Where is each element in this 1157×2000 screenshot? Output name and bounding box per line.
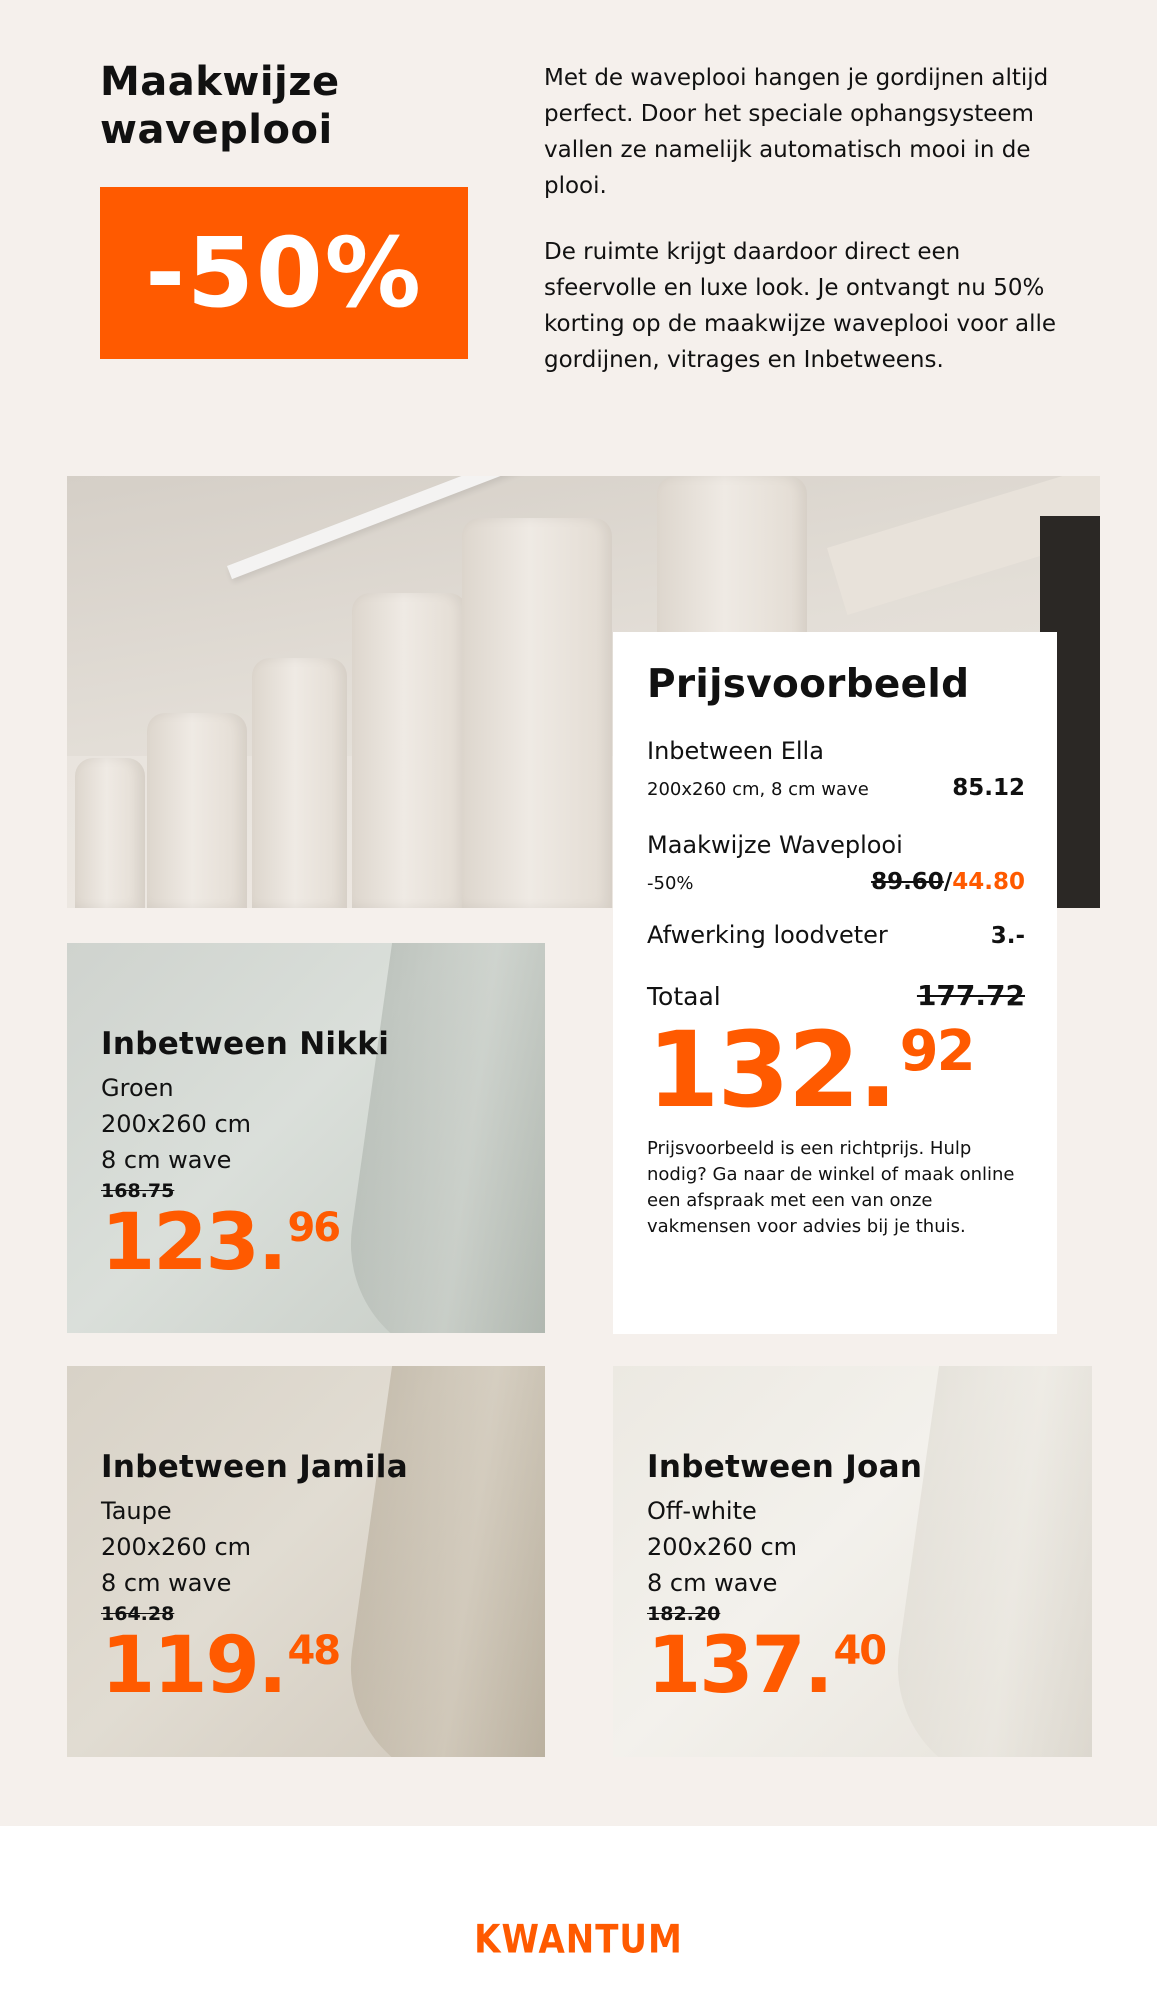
discount-badge <box>100 187 468 359</box>
product-tile-nikki[interactable] <box>67 943 545 1333</box>
price-separator: / <box>943 869 953 895</box>
item-ella-row <box>647 775 1025 801</box>
price-example-note: Prijsvoorbeeld is een richtprijs. Hulp nodig? Ga naar de winkel of maak online een afspraak met een van onze vakmensen voor advies bij je thuis. <box>647 1138 1015 1237</box>
kwantum-logo[interactable]: KWANTUM <box>474 1917 683 1963</box>
discount-badge-text: -50% <box>145 217 423 329</box>
item-waveplooi-name: Maakwijze Waveplooi <box>647 831 903 859</box>
item-waveplooi-detail: -50% <box>647 873 694 894</box>
page-title-line1: Maakwijze <box>100 59 340 105</box>
product-wave: 8 cm wave <box>101 1146 232 1174</box>
product-price <box>647 1621 922 1711</box>
item-loodveter-name: Afwerking loodveter <box>647 921 888 949</box>
product-info <box>101 1026 390 1288</box>
intro-paragraph-2: De ruimte krijgt daardoor direct een sfeervolle en luxe look. Je ontvangt nu 50% korting op de maakwijze waveplooi voor alle gordijnen, vitrages en Inbetweens. <box>544 239 1057 373</box>
product-tile-jamila[interactable] <box>67 1366 545 1757</box>
price-example-card <box>613 632 1057 1334</box>
total-row <box>647 979 1025 1012</box>
curtain-fold <box>462 518 612 908</box>
product-name: Inbetween Nikki <box>101 1026 390 1062</box>
total-price-cents: 92 <box>899 1019 974 1084</box>
product-old-price: 164.28 <box>101 1603 175 1625</box>
product-name: Inbetween Joan <box>647 1449 923 1485</box>
price-example-title: Prijsvoorbeeld <box>647 662 970 707</box>
product-size: 200x260 cm <box>101 1110 252 1138</box>
item-loodveter-price: 3.- <box>990 923 1025 949</box>
page-title-line2: waveplooi <box>100 107 333 153</box>
product-info <box>647 1449 923 1711</box>
item-waveplooi-prices <box>871 869 1025 895</box>
item-loodveter-row <box>647 921 1025 949</box>
product-color: Taupe <box>101 1497 172 1525</box>
item-ella-detail: 200x260 cm, 8 cm wave <box>647 779 869 800</box>
curtain-fold <box>352 593 467 908</box>
total-price-main: 132. <box>647 1009 896 1131</box>
intro-text <box>544 60 1064 408</box>
product-wave: 8 cm wave <box>647 1569 778 1597</box>
product-size: 200x260 cm <box>101 1533 252 1561</box>
curtain-fold <box>252 658 347 908</box>
product-size: 200x260 cm <box>647 1533 798 1561</box>
product-price-main: 123. <box>101 1198 286 1288</box>
page-title <box>100 58 340 154</box>
product-price-main: 119. <box>101 1621 286 1711</box>
item-ella-name: Inbetween Ella <box>647 737 824 765</box>
product-info <box>101 1449 408 1711</box>
total-label: Totaal <box>647 982 721 1011</box>
item-waveplooi-new-price: 44.80 <box>952 869 1025 895</box>
item-waveplooi-row <box>647 869 1025 895</box>
footer <box>0 1826 1157 2000</box>
product-color: Off-white <box>647 1497 757 1525</box>
product-wave: 8 cm wave <box>101 1569 232 1597</box>
product-old-price: 182.20 <box>647 1603 721 1625</box>
product-price <box>101 1198 389 1288</box>
item-ella-price: 85.12 <box>952 775 1025 801</box>
item-waveplooi-old-price: 89.60 <box>871 869 944 895</box>
product-old-price: 168.75 <box>101 1180 175 1202</box>
product-name: Inbetween Jamila <box>101 1449 408 1485</box>
product-color: Groen <box>101 1074 174 1102</box>
intro-paragraph-1: Met de waveplooi hangen je gordijnen altijd perfect. Door het speciale ophangsysteem vallen ze namelijk automatisch mooi in de plooi. <box>544 65 1049 199</box>
product-price <box>101 1621 408 1711</box>
product-price-cents: 96 <box>287 1205 340 1251</box>
total-old-price: 177.72 <box>916 979 1025 1012</box>
curtain-fold <box>147 713 247 908</box>
product-price-cents: 40 <box>833 1628 886 1674</box>
product-tile-joan[interactable] <box>613 1366 1092 1757</box>
curtain-fold <box>75 758 145 908</box>
total-price <box>647 1009 1025 1131</box>
product-price-main: 137. <box>647 1621 832 1711</box>
product-price-cents: 48 <box>287 1628 340 1674</box>
